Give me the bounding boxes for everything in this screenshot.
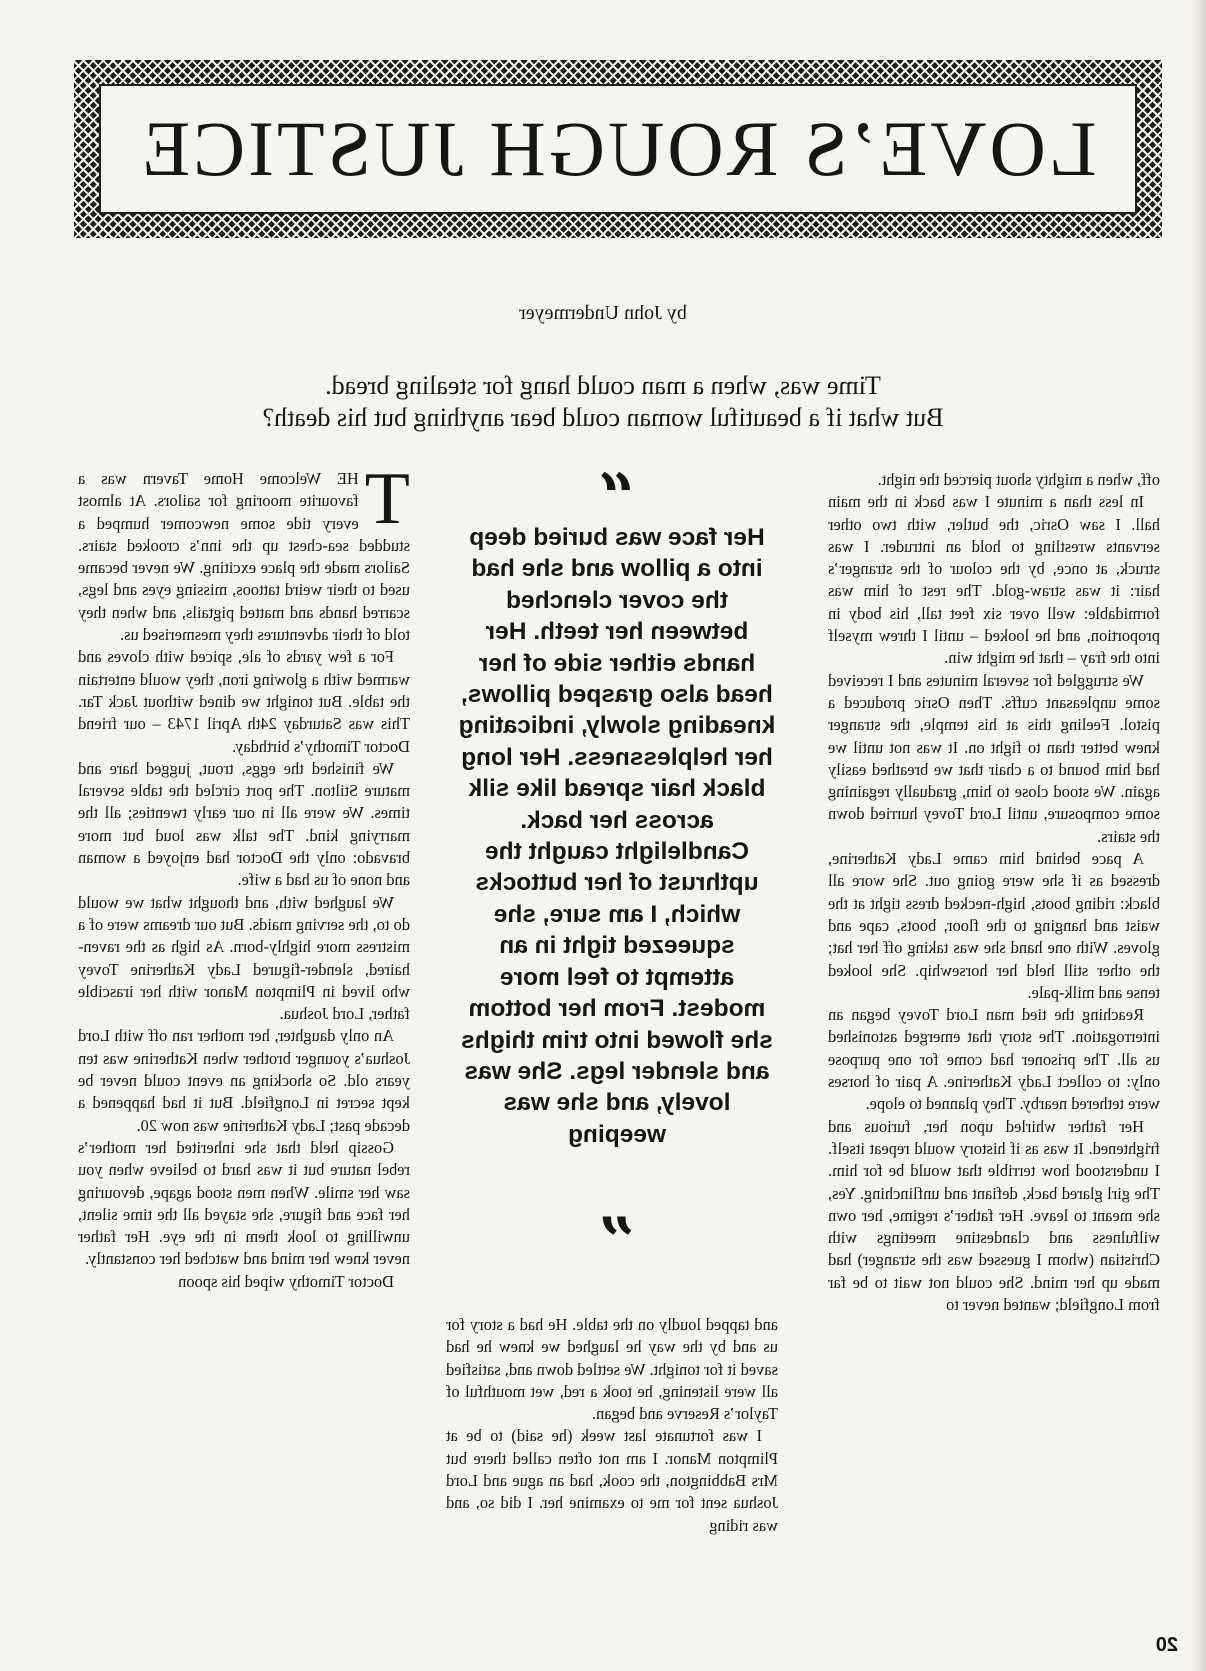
body-paragraph: Her father whirled upon her, furious and frightened. It was as if history would repeat itself. I understood how terrible that would be for him. The girl glared back, defiant and unflinching. Yes, she meant to leave. Her father’s regime, her own wilfulness and clandestine meetings with Christian (whom I guessed was the stranger) had made up her mind. She could not wait to be far from Longfield; wanted never to xyxy=(828,1116,1160,1314)
body-paragraph: Gossip held that she inherited her mother’s rebel nature but it was hard to believe when you saw her smile. When men stood agape, devouring her face and figure, she stayed all the time silent, unwilling to look them in the eye. Her father never knew her mind and watched her constantly. xyxy=(78,1137,410,1269)
body-column-2 xyxy=(446,1314,778,1596)
title-frame xyxy=(99,84,1137,214)
pull-quote-close-mark: ” xyxy=(597,1204,635,1279)
page-edge-shadow xyxy=(1192,0,1206,1671)
body-paragraph: For a few yards of ale, spiced with cloves and warmed with a glowing iron, they would entertain the table. But tonight we dined without Jack Tar. This was Saturday 24th April 1743 – our friend Doctor Timothy’s birthday. xyxy=(78,647,410,756)
body-paragraph: Reaching the tied man Lord Tovey began an interrogation. The story that emerged astonished us all. The prisoner had come for one purpose only: to collect Lady Katherine. A pair of horses were tethered nearby. They planned to elope. xyxy=(828,1005,1160,1114)
body-paragraph: and tapped loudly on the table. He had a story for us and by the way he laughed we knew he had saved it for tonight. We settled down and, satisfied all were listening, he took a red, wet mouthful of Taylor’s Reserve and began. xyxy=(446,1315,778,1424)
body-column-3 xyxy=(828,469,1160,1596)
page-number: 20 xyxy=(1155,1634,1178,1656)
drop-cap: T xyxy=(364,468,410,540)
body-paragraph: We struggled for several minutes and I received some unpleasant cuffs. Then Osric produced a pistol. Feeling this at his temple, the stranger knew better than to fight on. It was not until we had him bound to a chair that we breathed easily again. We stood close to him, gradually regaining some composure, until Lord Tovey hurried down the stairs. xyxy=(828,670,1160,846)
pull-quote: Her face was buried deep into a pillow and she had the cover clenched between her teeth. Her hands either side of her head also grasped pillows, kneading slowly, indicating her helplessness. Her long black hair spread like silk across her back. Candlelight caught the upthrust of her buttocks which, I am sure, she squeezed tight in an attempt to feel more modest. From her bottom she flowed into trim thighs and slender legs. She was lovely, and she was weeping xyxy=(458,524,776,1148)
standfirst-line-1: Time was, when a man could hang for stealing bread. xyxy=(325,371,881,400)
standfirst xyxy=(160,370,1046,434)
body-paragraph: We finished the eggs, trout, jugged hare and mature Stilton. The port circled the table several times. We were all in our early twenties; all the marrying kind. The talk was loud but more bravado: only the Doctor had enjoyed a woman and none of us had a wife. xyxy=(78,758,410,890)
body-paragraph: T HE Welcome Home Tavern was a favourite mooring for sailors. At almost every tide some newcomer humped a studded sea-chest up the inn’s crooked stairs. Sailors made the place exciting. We never became used to their weird tattoos, missing eyes and legs, scarred hands and matted pigtails, and when they told of their adventures they mesmerised us. xyxy=(78,468,410,645)
article-title: LOVE’S ROUGH JUSTICE xyxy=(139,105,1097,192)
body-paragraph: Doctor Timothy wiped his spoon xyxy=(178,1271,394,1291)
standfirst-line-2: But what if a beautiful woman could bear anything but his death? xyxy=(262,403,944,432)
body-paragraph: An only daughter, her mother ran off with Lord Joshua’s younger brother when Katherine was ten years old. So shocking an event could never be kept secret in Longfield. But it had happened a decade past; Lady Katherine was now 20. xyxy=(78,1026,410,1135)
body-paragraph: A pace behind him came Lady Katherine, dressed as if she were going out. She wore all black: riding boots, high-necked dress tight at the waist and hanging to the floor, boots, cape and gloves. With one hand she was taking off her hat; the other still held her horsewhip. She looked tense and milk-pale. xyxy=(828,849,1160,1002)
body-paragraph: We laughed with, and thought what we would do to, the serving maids. But our dreams were of a mistress more highly-born. As high as the raven-haired, slender-figured Lady Katherine Tovey who lived in Plimpton Manor with her irascible father, Lord Joshua. xyxy=(78,892,410,1024)
byline: by John Undermeyer xyxy=(519,302,687,324)
body-column-1 xyxy=(78,468,410,1596)
pull-quote-open-mark: “ xyxy=(597,460,635,535)
body-paragraph: In less than a minute I was back in the main hall. I saw Osric, the butler, with two other servants wrestling to hold an intruder. I was struck, at once, by the colour of the stranger’s hair: it was straw-gold. The rest of him was formidable: well over six feet tall, his body in proportion, and he looked – until I threw myself into the fray – that he might win. xyxy=(828,492,1160,668)
body-paragraph: off, when a mighty shout pierced the night. xyxy=(877,470,1160,489)
body-paragraph: I was fortunate last week (he said) to be at Plimpton Manor. I am not often called there but Mrs Babbington, the cook, had an ague and Lord Joshua sent for me to examine her. I did so, and was riding xyxy=(446,1426,778,1535)
